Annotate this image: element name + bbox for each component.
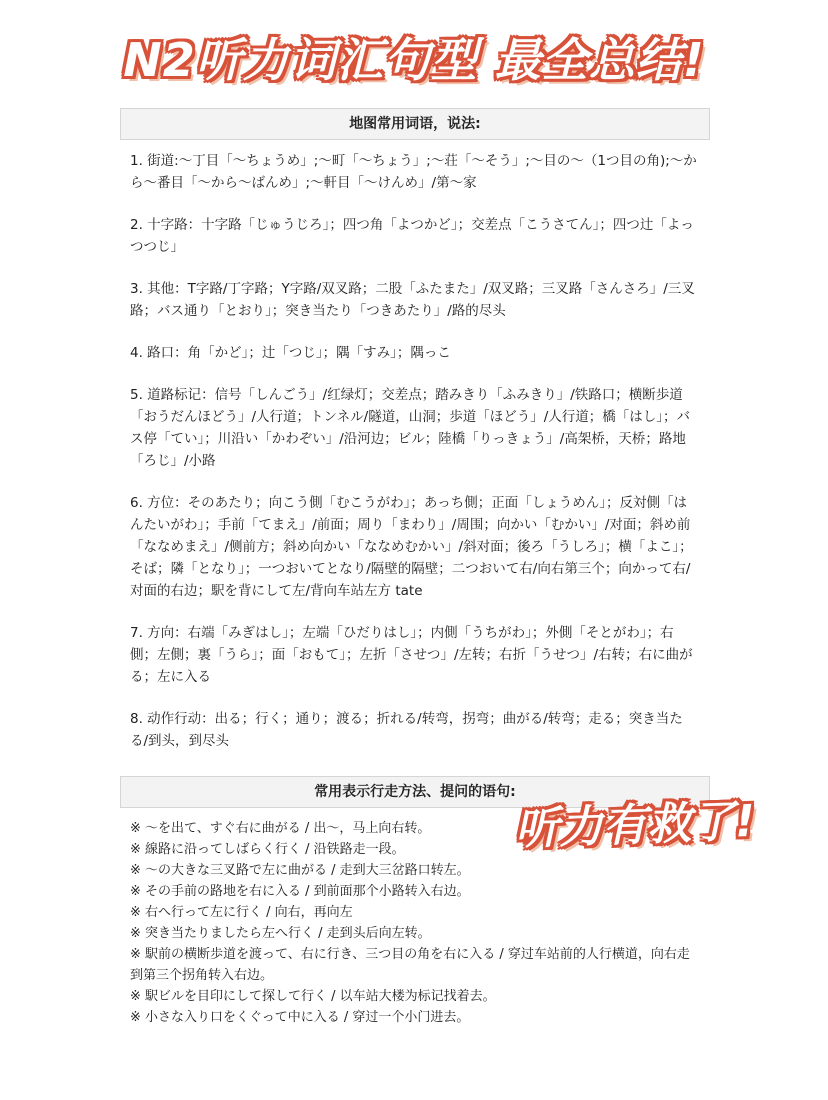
list-item: 2. 十字路：十字路「じゅうじろ」；四つ角「よつかど」；交差点「こうさてん」；四つ辻「よっつつじ」 xyxy=(130,217,694,255)
section-header-map-terms: 地图常用词语，说法: xyxy=(120,108,710,140)
list-item: 4. 路口：角「かど」；辻「つじ」；隅「すみ」；隅っこ xyxy=(130,345,451,361)
phrase-item: ※ 右へ行って左に行く / 向右，再向左 xyxy=(130,905,353,920)
sticker-text: 听力有救了! xyxy=(514,795,756,856)
section-header-directions: 常用表示行走方法、提问的语句: xyxy=(120,776,710,808)
phrase-item: ※ ～を出て、すぐ右に曲がる / 出～，马上向右转。 xyxy=(130,821,431,836)
phrase-item: ※ ～の大きな三叉路で左に曲がる / 走到大三岔路口转左。 xyxy=(130,863,470,878)
page-title: N2听力词汇句型 最全总结! xyxy=(123,33,705,87)
phrase-item: ※ 駅ビルを目印にして探して行く / 以车站大楼为标记找着去。 xyxy=(130,989,496,1004)
phrase-item: ※ その手前の路地を右に入る / 到前面那个小路转入右边。 xyxy=(130,884,470,899)
list-item: 5. 道路标记：信号「しんごう」/红绿灯；交差点；踏みきり「ふみきり」/铁路口；横断歩道「おうだんほどう」/人行道；トンネル/隧道，山洞；歩道「ほどう」/人行道；橋「はし」；バス停「てい」；川沿い「かわぞい」/沿河边；ビル；陸橋「りっきょう」/高架桥，天桥；路地「ろじ」/小路 xyxy=(130,387,690,469)
phrase-item: ※ 小さな入り口をくぐって中に入る / 穿过一个小门进去。 xyxy=(130,1010,470,1025)
list-item: 3. 其他：T字路/丁字路；Y字路/双叉路；二股「ふたまた」/双叉路；三叉路「さんさろ」/三叉路；バス通り「とおり」；突き当たり「つきあたり」/路的尽头 xyxy=(130,281,695,319)
list-item: 7. 方向：右端「みぎはし」；左端「ひだりはし」；内側「うちがわ」；外側「そとがわ」；右側；左側；裏「うら」；面「おもて」；左折「させつ」/左转；右折「うせつ」/右转；右に曲がる；左に入る xyxy=(130,625,693,685)
list-item: 6. 方位：そのあたり；向こう側「むこうがわ」；あっち側；正面「しょうめん」；反対側「はんたいがわ」；手前「てまえ」/前面；周り「まわり」/周围；向かい「むかい」/对面；斜め前「ななめまえ」/侧前方；斜め向かい「ななめむかい」/斜对面；後ろ「うしろ」；横「よこ」；そば；隣「となり」；一つおいてとなり/隔壁的隔壁；二つおいて右/向右第三个；向かって右/对面的右边；駅を背にして左/背向车站左方 tate xyxy=(130,495,693,599)
list-item: 8. 动作行动：出る；行く；通り；渡る；折れる/转弯，拐弯；曲がる/转弯；走る；突き当たる/到头，到尽头 xyxy=(130,711,683,749)
phrase-item: ※ 線路に沿ってしばらく行く / 沿铁路走一段。 xyxy=(130,842,405,857)
phrase-item: ※ 突き当たりましたら左へ行く / 走到头后向左转。 xyxy=(130,926,431,941)
map-terms-list xyxy=(130,150,700,772)
list-item: 1. 街道:～丁目「～ちょうめ」;～町「～ちょう」;～荘「～そう」;～目の～（1つ目の角);～から～番目「～から～ばんめ」;～軒目「～けんめ」/第～家 xyxy=(130,153,697,191)
phrase-item: ※ 駅前の横断歩道を渡って、右に行き、三つ目の角を右に入る / 穿过车站前的人行横道，向右走到第三个拐角转入右边。 xyxy=(130,947,690,983)
